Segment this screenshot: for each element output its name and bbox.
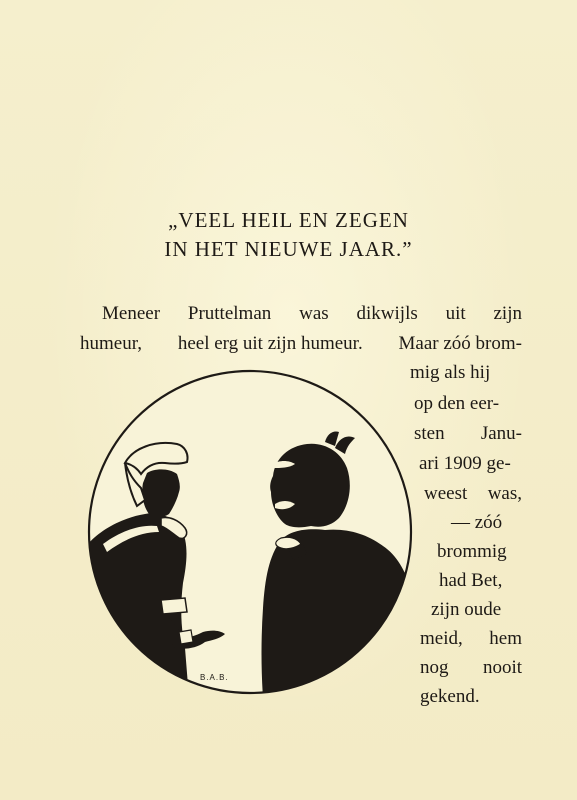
word: nooit [482,657,522,678]
text-line-8: — zóó [451,512,503,533]
text-line-14: gekend. [420,686,480,707]
word: nog [420,657,449,678]
word: dikwijls [356,303,418,324]
title-line-1: „VEEL HEIL EN ZEGEN [168,208,409,232]
text-line-10: had Bet, [439,570,503,591]
title-line-2: IN HET NIEUWE JAAR.” [164,237,413,261]
chapter-title [0,206,577,264]
word: weest [424,483,468,504]
text-line-7 [424,483,522,505]
text-line-11: zijn oude [431,599,502,620]
word: sten [414,423,445,444]
word-group: Maar zóó brom- [398,333,522,354]
word: Meneer [102,303,161,324]
word: humeur, [80,333,143,354]
word: hem [489,628,522,649]
word: was [299,303,329,324]
artist-signature: B.A.B. [200,673,229,682]
word: Pruttelman [187,303,272,324]
text-line-1 [102,303,522,325]
word-group: heel erg uit zijn humeur. [177,333,363,354]
word: meid, [420,628,463,649]
silhouette-illustration [85,368,415,698]
text-line-6: ari 1909 ge- [419,453,511,474]
word: uit [445,303,466,324]
text-line-13 [420,657,522,679]
text-line-12 [420,628,522,650]
text-line-2 [80,333,522,355]
text-line-3: mig als hij [410,362,491,383]
word: was, [487,483,522,504]
text-line-9: brommig [437,541,507,562]
word: Janu- [480,423,522,444]
text-line-4: op den eer- [414,393,500,414]
text-line-5 [414,423,522,445]
word: zijn [493,303,522,324]
